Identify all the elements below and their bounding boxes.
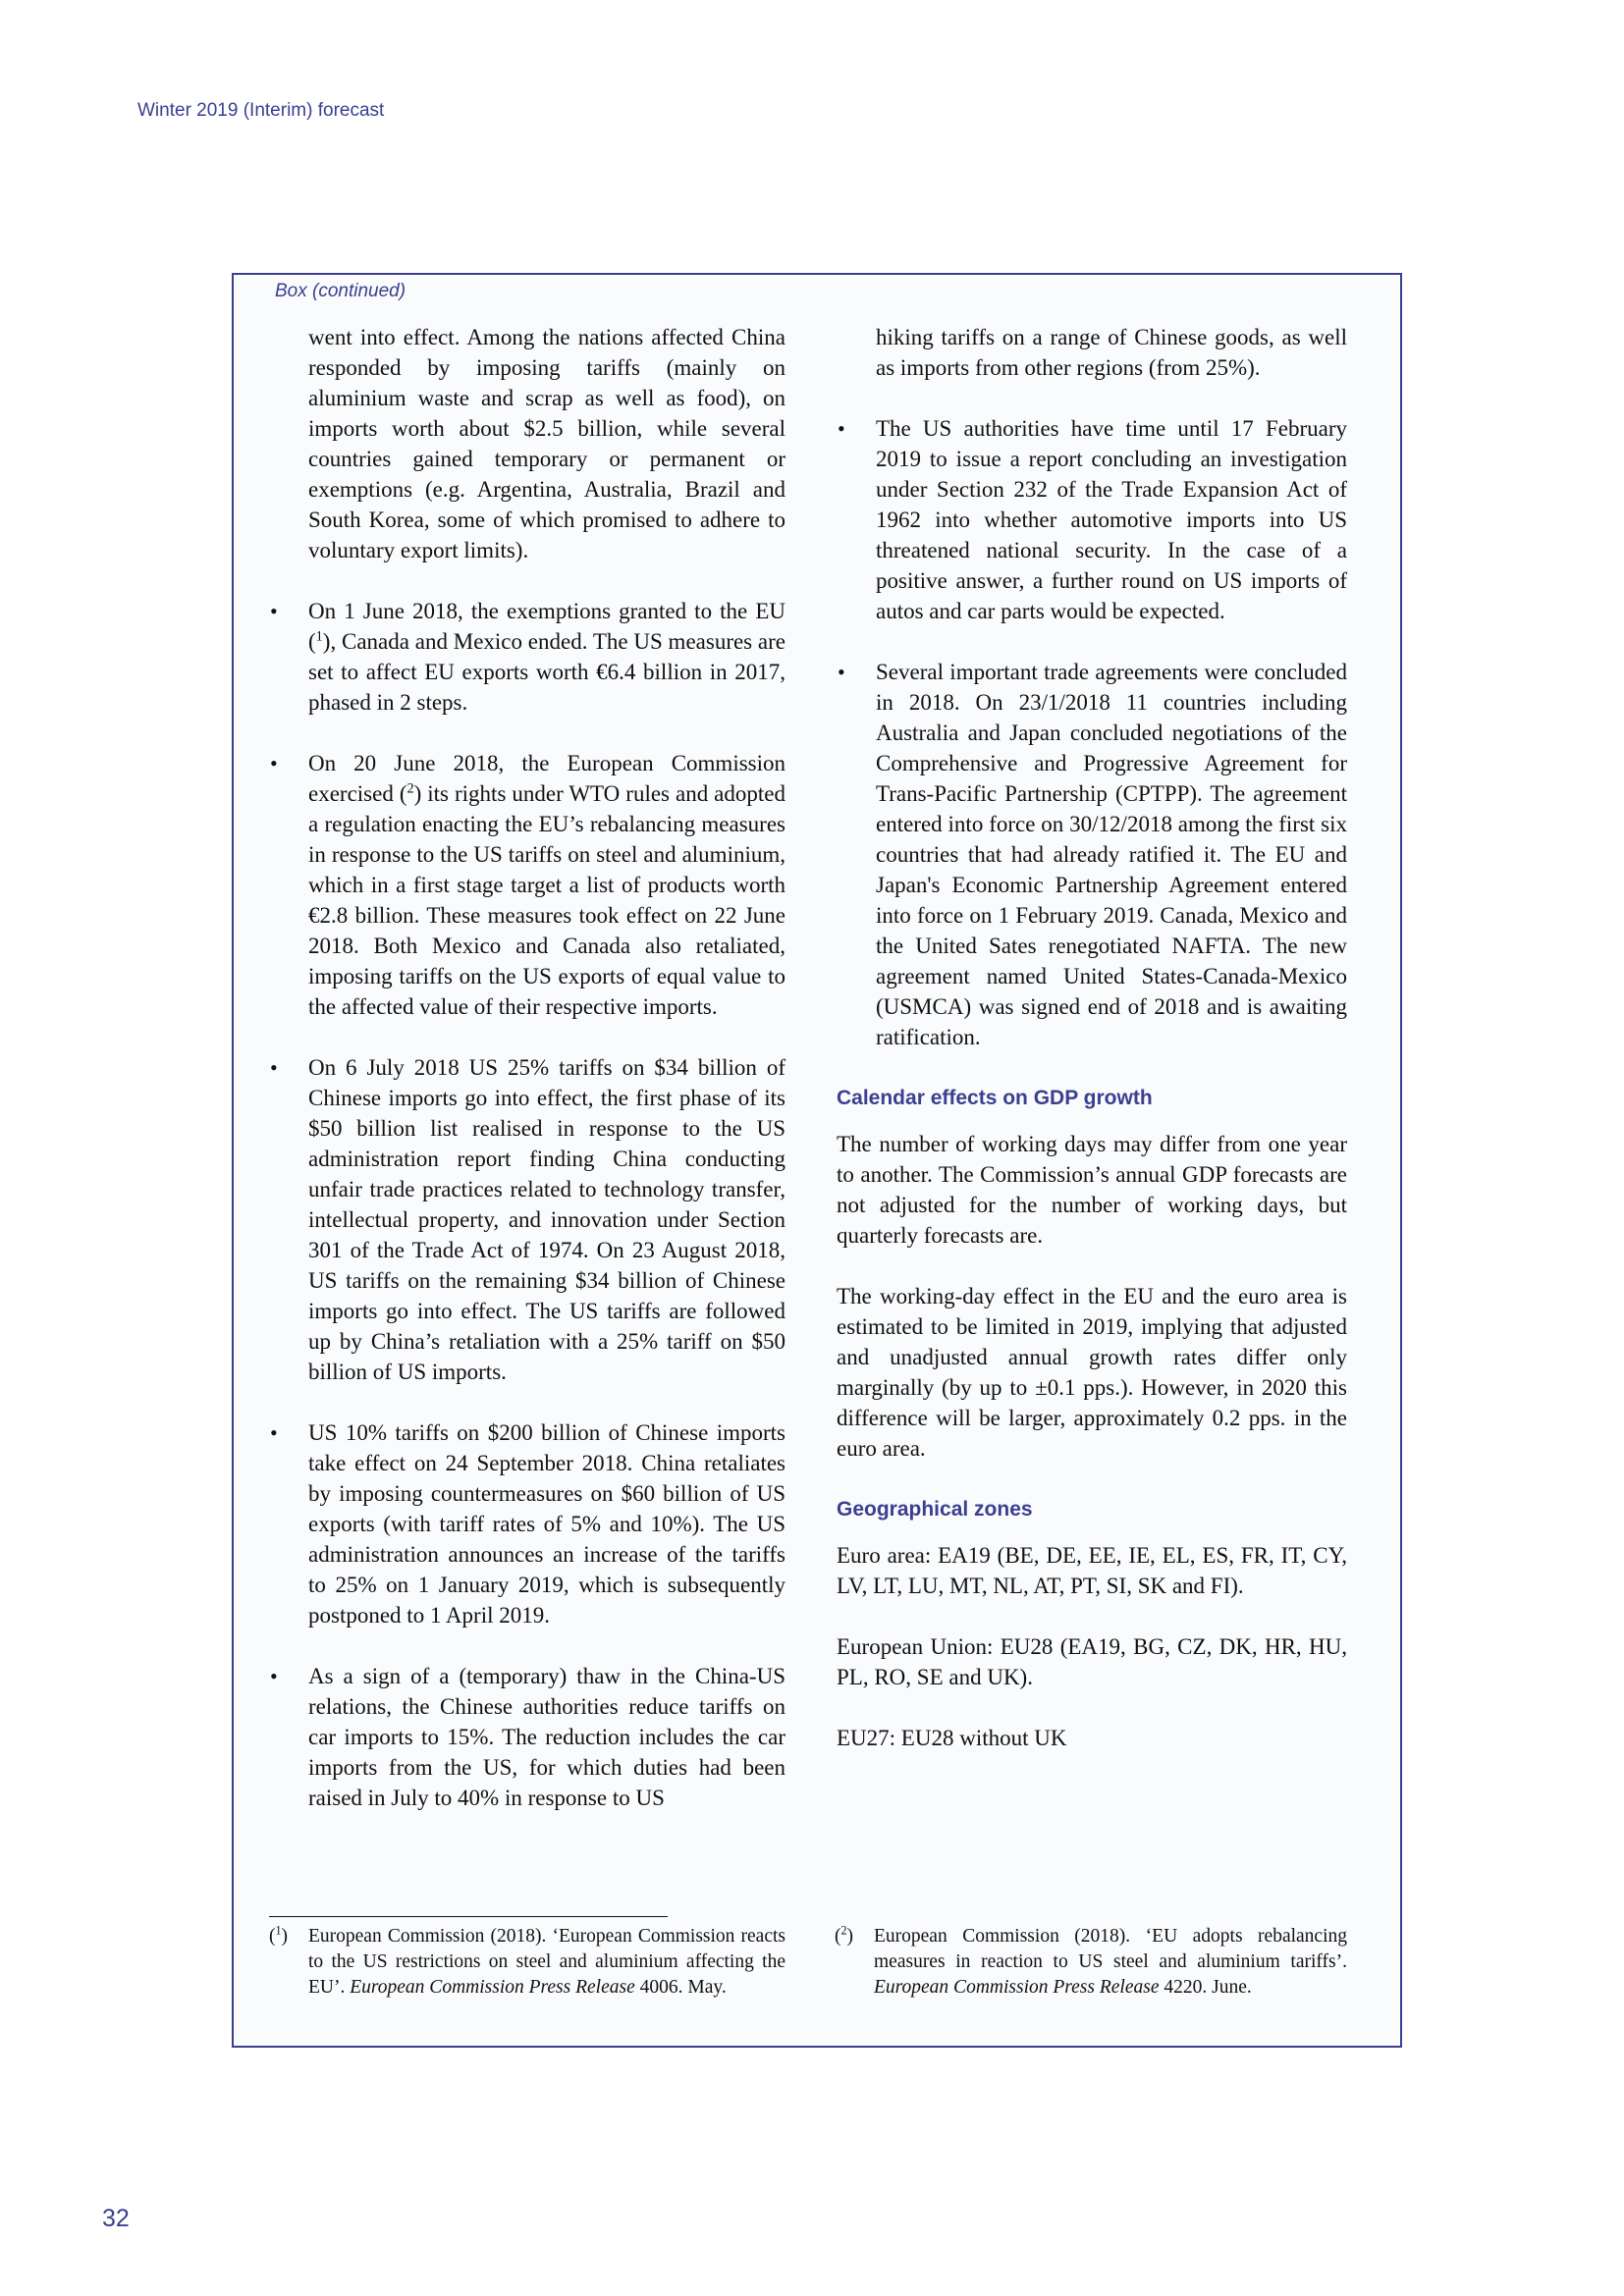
section-heading-geographical: Geographical zones xyxy=(837,1498,1033,1521)
bullet-icon: • xyxy=(270,1664,278,1688)
bullet-icon: • xyxy=(838,416,845,441)
bullet-icon: • xyxy=(838,660,845,684)
footnote-ref[interactable]: 2 xyxy=(406,780,414,797)
footnote-ref[interactable]: 1 xyxy=(315,628,323,645)
list-item-text: Several important trade agreements were concluded in 2018. On 23/1/2018 11 countries including Australia and Japan concluded negotiations of the Comprehensive and Progressive Agreement for Trans-Pacific Partnership (CPTPP). The agreement entered into force on 30/12/2018 among the first six countries that had already ratified it. The EU and Japan's Economic Partnership Agreement entered into force on 1 February 2019. Canada, Mexico and the United Sates renegotiated NAFTA. The new agreement named United States-Canada-Mexico (USMCA) was signed end of 2018 and is awaiting ratification. xyxy=(876,660,1347,1049)
footnote-2 xyxy=(835,1924,1347,2001)
continuation-paragraph: hiking tariffs on a range of Chinese goods, as well as imports from other regions (from 25%). xyxy=(876,325,1347,380)
list-item-text: On 6 July 2018 US 25% tariffs on $34 billion of Chinese imports go into effect, the first phase of its $50 billion list realised in response to the US administration report finding China conducting unfair trade practices related to technology transfer, intellectual property, and innovation under Section 301 of the Trade Act of 1974. On 23 August 2018, US tariffs on the remaining $34 billion of Chinese imports go into effect. The US tariffs are followed up by China’s retaliation with a 25% tariff on $50 billion of US imports. xyxy=(308,1055,785,1384)
bullet-icon: • xyxy=(270,751,278,775)
continuation-paragraph: went into effect. Among the nations affected China responded by imposing tariffs (mainly on aluminium waste and scrap as well as food), on imports worth about $2.5 billion, while several countries gained temporary or permanent or exemptions (e.g. Argentina, Australia, Brazil and South Korea, some of which promised to adhere to voluntary export limits). xyxy=(308,325,785,562)
footnote-marker: ($^2$) xyxy=(835,1923,854,1947)
list-item xyxy=(837,413,1347,626)
list-item-text: The US authorities have time until 17 February 2019 to issue a report concluding an investigation under Section 232 of the Trade Expansion Act of 1962 into whether automotive imports into US threatened national security. In the case of a positive answer, a further round on US imports of autos and car parts would be expected. xyxy=(876,416,1347,623)
bullet-icon: • xyxy=(270,1420,278,1445)
paragraph: The number of working days may differ from one year to another. The Commission’s annual GDP forecasts are not adjusted for the number of working days, but quarterly forecasts are. xyxy=(837,1132,1347,1248)
right-column xyxy=(837,322,1347,1784)
list-item xyxy=(270,596,785,718)
footnote-marker: ($^1$) xyxy=(269,1923,289,1947)
list-item-text: US 10% tariffs on $200 billion of Chinese imports take effect on 24 September 2018. China retaliates by imposing countermeasures on $60 billion of US exports (with tariff rates of 5% and 10%). The US administration announces an increase of the tariffs to 25% on 1 January 2019, which is subsequently postponed to 1 April 2019. xyxy=(308,1420,785,1628)
paragraph: EU27: EU28 without UK xyxy=(837,1726,1067,1750)
running-header: Winter 2019 (Interim) forecast xyxy=(137,100,385,121)
text-box xyxy=(232,273,1402,2048)
paragraph: Euro area: EA19 (BE, DE, EE, IE, EL, ES, FR, IT, CY, LV, LT, LU, MT, NL, AT, PT, SI, SK and FI). xyxy=(837,1543,1347,1598)
bullet-icon: • xyxy=(270,599,278,623)
list-item-text: On 20 June 2018, the European Commission exercised ($^2$) its rights under WTO rules and adopted a regulation enacting the EU’s rebalancing measures in response to the US tariffs on steel and aluminium, which in a first stage target a list of products worth €2.8 billion. These measures took effect on 22 June 2018. Both Mexico and Canada also retaliated, imposing tariffs on the US exports of equal value to the affected value of their respective imports. xyxy=(308,751,785,1019)
list-item xyxy=(837,657,1347,1052)
list-item-text: As a sign of a (temporary) thaw in the China-US relations, the Chinese authorities reduce tariffs on car imports to 15%. The reduction includes the car imports from the US, for which duties had been raised in July to 40% in response to US xyxy=(308,1664,785,1810)
list-item xyxy=(270,748,785,1022)
footnote-1 xyxy=(269,1924,785,2001)
page-number: 32 xyxy=(102,2205,130,2232)
paragraph: The working-day effect in the EU and the euro area is estimated to be limited in 2019, implying that adjusted and unadjusted annual growth rates differ only marginally (by up to ±0.1 pps.). However, in 2020 this difference will be larger, approximately 0.2 pps. in the euro area. xyxy=(837,1284,1347,1461)
footnote-text: European Commission (2018). ‘EU adopts rebalancing measures in reaction to US steel and aluminium tariffs’. European Commission Press Release 4220. June. xyxy=(874,1926,1347,1998)
section-heading-calendar: Calendar effects on GDP growth xyxy=(837,1087,1153,1109)
footnote-divider xyxy=(269,1916,668,1917)
left-column xyxy=(270,322,785,1843)
list-item-text: On 1 June 2018, the exemptions granted to the EU ($^1$), Canada and Mexico ended. The US measures are set to affect EU exports worth €6.4 billion in 2017, phased in 2 steps. xyxy=(308,599,785,715)
list-item xyxy=(270,1661,785,1813)
paragraph: European Union: EU28 (EA19, BG, CZ, DK, HR, HU, PL, RO, SE and UK). xyxy=(837,1634,1347,1689)
list-item xyxy=(270,1052,785,1387)
footnote-text: European Commission (2018). ‘European Commission reacts to the US restrictions on steel and aluminium affecting the EU’. European Commission Press Release 4006. May. xyxy=(308,1926,785,1998)
list-item xyxy=(270,1417,785,1630)
bullet-icon: • xyxy=(270,1055,278,1080)
box-label: Box (continued) xyxy=(275,281,406,301)
